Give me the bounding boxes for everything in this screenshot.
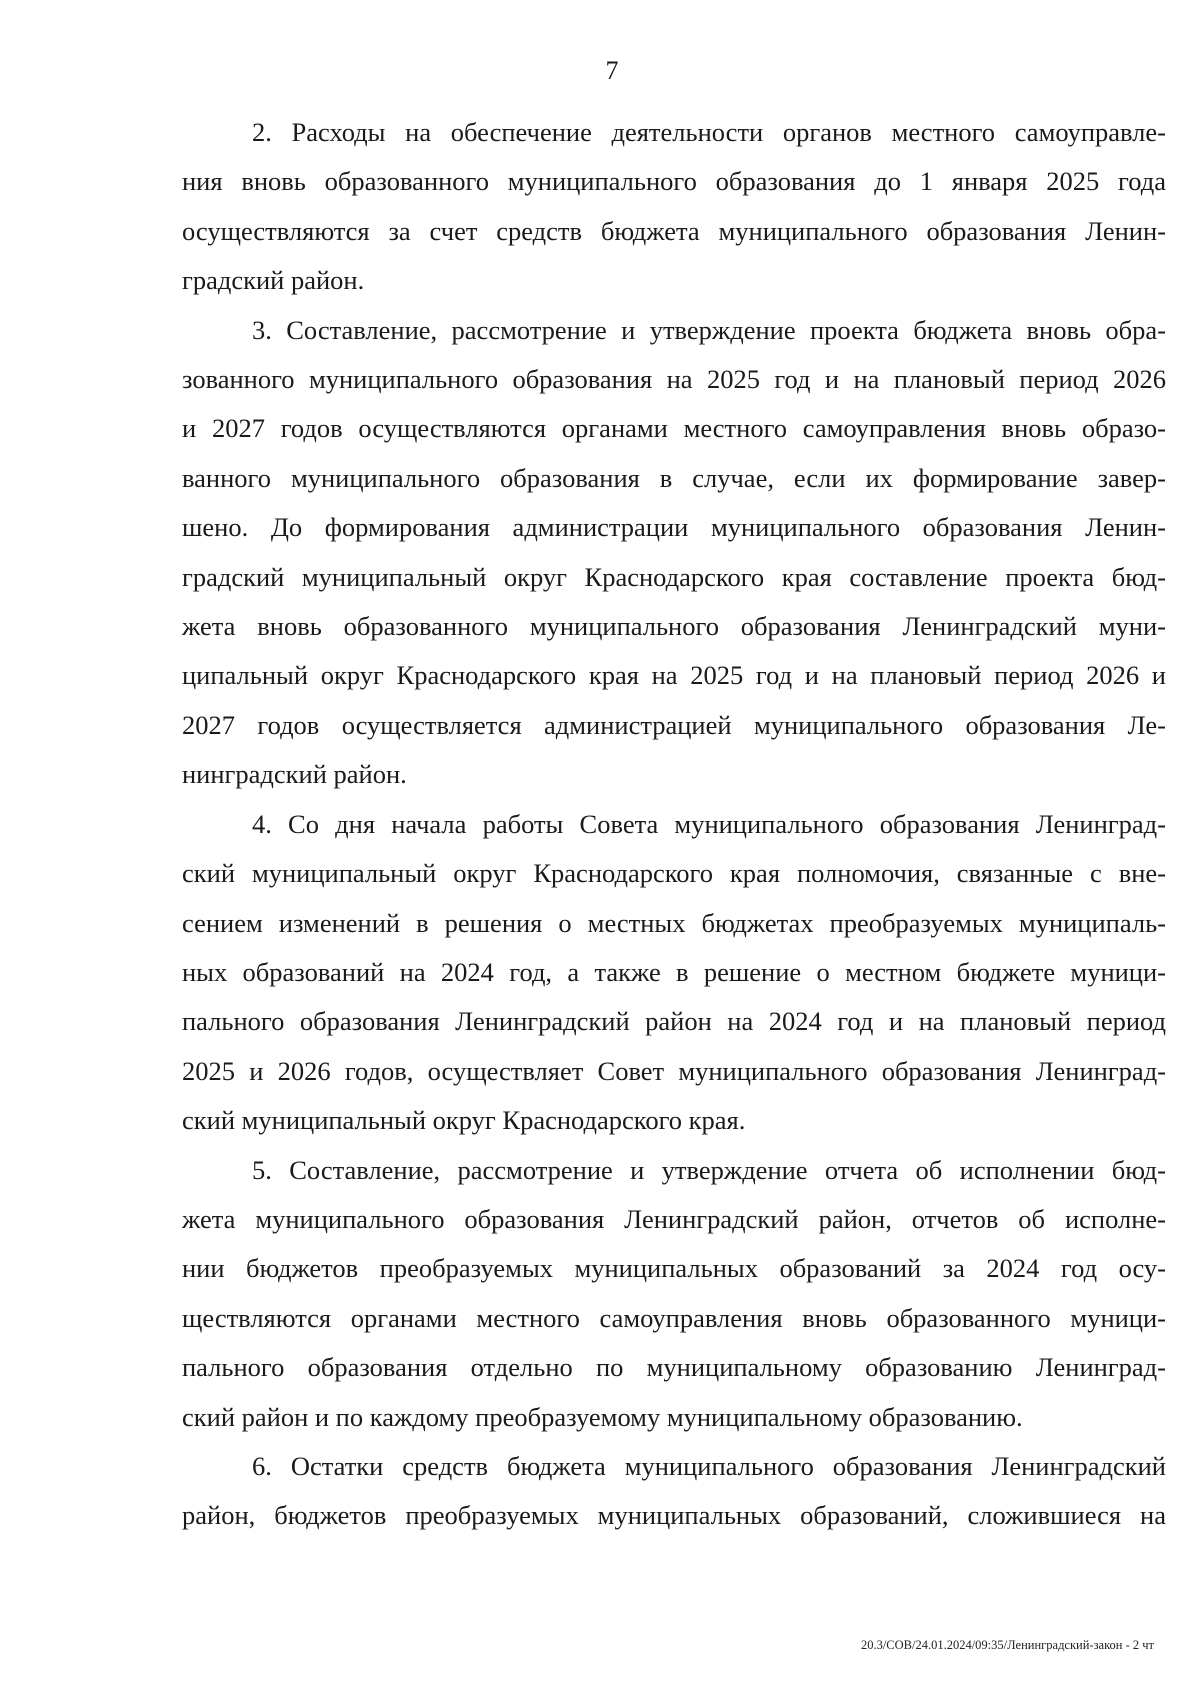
paragraph-4 — [182, 800, 1166, 1146]
paragraph-line: и 2027 годов осуществляются органами местного самоуправления вновь образо- — [182, 413, 1166, 444]
paragraph-line: нии бюджетов преобразуемых муниципальных образований за 2024 год осу- — [182, 1253, 1166, 1284]
paragraph-line: жета вновь образованного муниципального образования Ленинградский муни- — [182, 611, 1166, 642]
paragraph-line: нинградский район. — [182, 759, 407, 790]
paragraph-line: градский район. — [182, 265, 365, 296]
paragraph-5 — [182, 1146, 1166, 1442]
paragraph-2 — [182, 108, 1166, 306]
paragraph-line: 6. Остатки средств бюджета муниципального образования Ленинградский — [252, 1450, 1166, 1481]
paragraph-line: 2025 и 2026 годов, осуществляет Совет муниципального образования Ленинград- — [182, 1055, 1166, 1086]
paragraph-line: осуществляются за счет средств бюджета муниципального образования Ленин- — [182, 215, 1166, 246]
document-body — [182, 108, 1166, 1541]
paragraph-line: 5. Составление, рассмотрение и утверждение отчета об исполнении бюд- — [252, 1154, 1166, 1185]
paragraph-line: ский район и по каждому преобразуемому муниципальному образованию. — [182, 1401, 1023, 1432]
paragraph-line: ский муниципальный округ Краснодарского края полномочия, связанные с вне- — [182, 858, 1166, 889]
paragraph-line: пального образования отдельно по муниципальному образованию Ленинград- — [182, 1352, 1166, 1383]
paragraph-line: ния вновь образованного муниципального образования до 1 января 2025 года — [182, 166, 1166, 197]
paragraph-line: сением изменений в решения о местных бюджетах преобразуемых муниципаль- — [182, 907, 1166, 938]
paragraph-line: 3. Составление, рассмотрение и утверждение проекта бюджета вновь обра- — [252, 314, 1166, 345]
paragraph-line: ванного муниципального образования в случае, если их формирование завер- — [182, 462, 1166, 493]
paragraph-line: зованного муниципального образования на 2025 год и на плановый период 2026 — [182, 364, 1166, 395]
paragraph-line: жета муниципального образования Ленинградский район, отчетов об исполне- — [182, 1203, 1166, 1234]
paragraph-line: район, бюджетов преобразуемых муниципальных образований, сложившиеся на — [182, 1500, 1166, 1531]
paragraph-line: ский муниципальный округ Краснодарского края. — [182, 1105, 746, 1136]
paragraph-line: ществляются органами местного самоуправления вновь образованного муници- — [182, 1302, 1166, 1333]
paragraph-line: пального образования Ленинградский район на 2024 год и на плановый период — [182, 1006, 1166, 1037]
paragraph-6 — [182, 1442, 1166, 1541]
page-number: 7 — [605, 56, 619, 85]
paragraph-line: градский муниципальный округ Краснодарского края составление проекта бюд- — [182, 561, 1166, 592]
paragraph-line: шено. До формирования администрации муниципального образования Ленин- — [182, 512, 1166, 543]
paragraph-line: ципальный округ Краснодарского края на 2025 год и на плановый период 2026 и — [182, 660, 1166, 691]
paragraph-3 — [182, 306, 1166, 800]
footer-document-code: 20.3/СОВ/24.01.2024/09:35/Ленинградский-закон - 2 чт — [860, 1638, 1154, 1652]
paragraph-line: 4. Со дня начала работы Совета муниципального образования Ленинград- — [252, 808, 1166, 839]
paragraph-line: 2027 годов осуществляется администрацией муниципального образования Ле- — [182, 709, 1166, 740]
paragraph-line: ных образований на 2024 год, а также в решение о местном бюджете муници- — [182, 956, 1166, 987]
paragraph-line: 2. Расходы на обеспечение деятельности органов местного самоуправле- — [252, 117, 1166, 147]
